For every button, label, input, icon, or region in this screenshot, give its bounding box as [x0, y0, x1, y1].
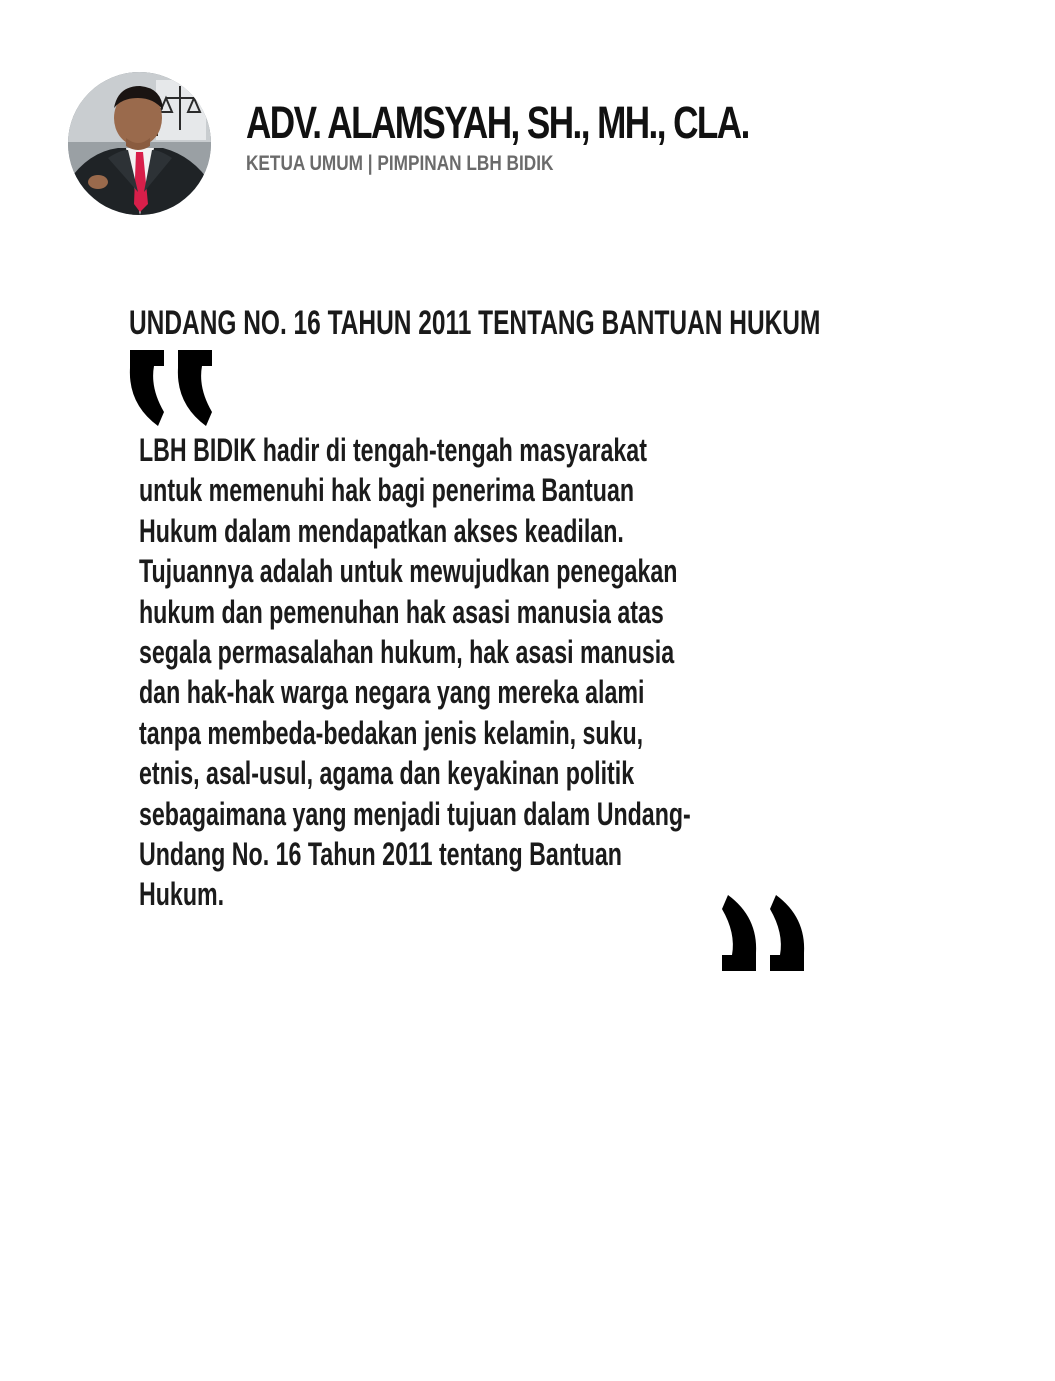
avatar — [68, 72, 211, 215]
person-role: KETUA UMUM | PIMPINAN LBH BIDIK — [246, 152, 554, 175]
quote-text — [139, 430, 806, 915]
quote-line: LBH BIDIK hadir di tengah-tengah masyarakat — [139, 432, 647, 468]
quote-line: Hukum dalam mendapatkan akses keadilan. — [139, 512, 624, 549]
section-title: UNDANG NO. 16 TAHUN 2011 TENTANG BANTUAN HUKUM — [129, 304, 821, 342]
quote-line: dan hak-hak warga negara yang mereka alami — [139, 674, 645, 711]
closing-quote-mark-icon — [718, 893, 806, 973]
person-name: ADV. ALAMSYAH, SH., MH., CLA. — [246, 97, 749, 148]
quote-line: untuk memenuhi hak bagi penerima Bantuan — [139, 472, 635, 509]
quote-line: segala permasalahan hukum, hak asasi manusia — [139, 634, 675, 671]
opening-quote-mark-icon — [128, 348, 216, 428]
quote-line: sebagaimana yang menjadi tujuan dalam Undang- — [139, 795, 691, 832]
quote-line: Hukum. — [139, 876, 225, 913]
person-portrait-icon — [68, 72, 211, 215]
quote-line: Undang No. 16 Tahun 2011 tentang Bantuan — [139, 836, 622, 873]
quote-line: hukum dan pemenuhan hak asasi manusia atas — [139, 593, 664, 630]
quote-line: tanpa membeda-bedakan jenis kelamin, suku, — [139, 714, 644, 751]
quote-line: Tujuannya adalah untuk mewujudkan penegakan — [139, 553, 678, 590]
quote-line: etnis, asal-usul, agama dan keyakinan politik — [139, 755, 635, 792]
